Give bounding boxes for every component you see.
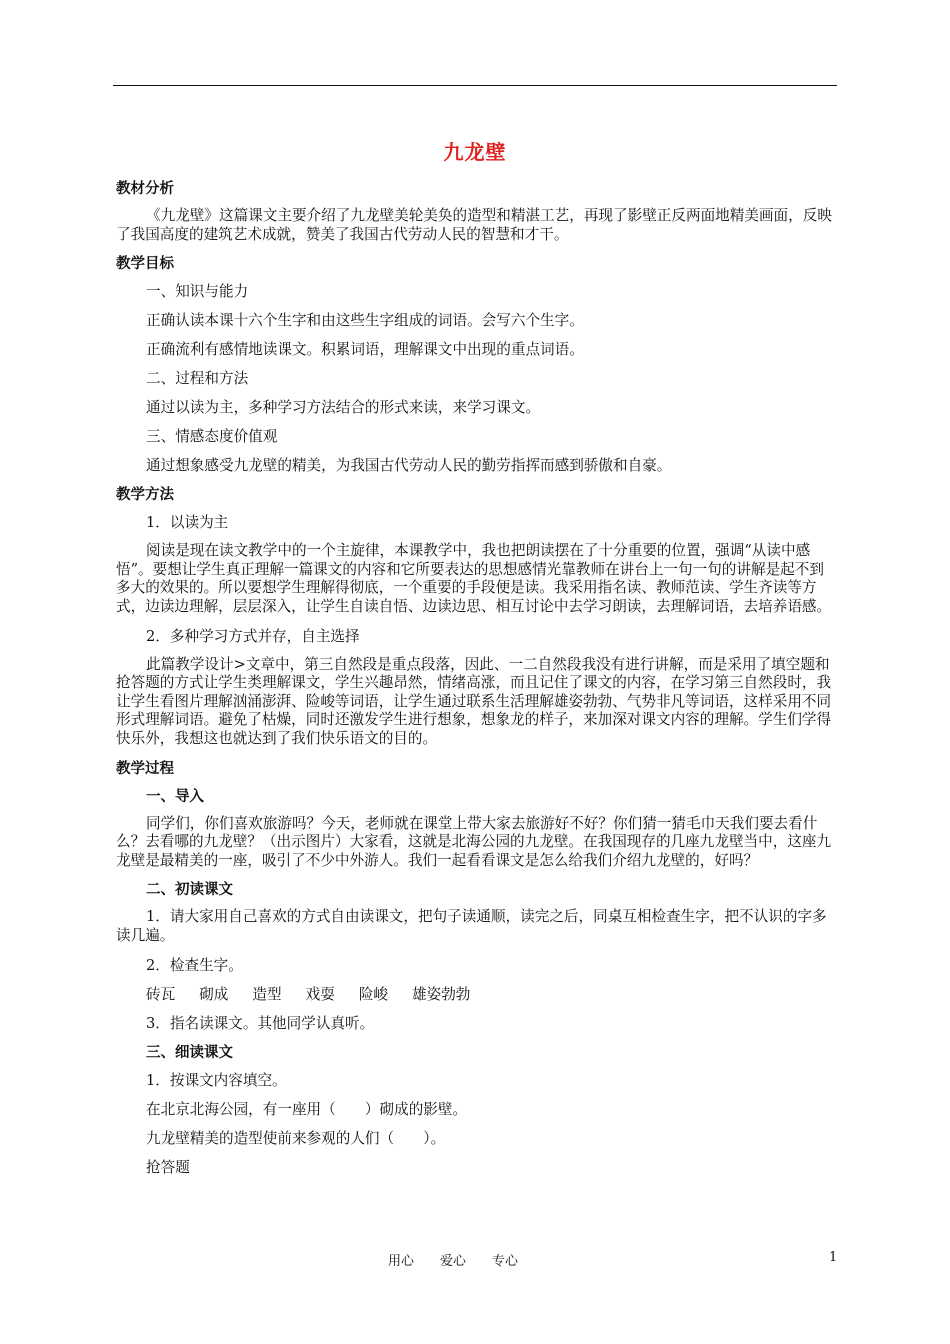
goal-line: 正确流利有感情地读课文。积累词语，理解课文中出现的重点词语。 [146,341,584,359]
method-item: 1．以读为主 [146,514,229,532]
paragraph-intro: 同学们，你们喜欢旅游吗？今天，老师就在课堂上带大家去旅游好不好？你们猜一猜毛巾天我们要去看什么？去看哪的九龙壁？（出示图片）大家看，这就是北海公园的九龙壁。在我国现存的几座九龙壁当中，这座九龙壁是最精美的一座，吸引了不少中外游人。我们一起看看课文是怎么给我们介绍九龙壁的，好吗？ [116,814,832,869]
goal-line: 通过想象感受九龙壁的精美，为我国古代劳动人民的勤劳指挥而感到骄傲和自豪。 [146,457,672,475]
detail-line: 在北京北海公园，有一座用（ ）砌成的影壁。 [146,1100,468,1118]
header-rule [113,85,837,86]
vocabulary-list [116,985,838,1005]
vocabulary-word: 戏耍 [305,985,335,1003]
document-body [116,170,838,1187]
detail-line: 1．按课文内容填空。 [146,1071,287,1089]
subheading-intro: 一、导入 [146,788,204,805]
method-item: 2．多种学习方式并存，自主选择 [146,627,360,645]
page-number: 1 [829,1250,838,1265]
goal-line: 三、情感态度价值观 [146,428,278,446]
document-title: 九龙壁 [443,140,507,164]
footer-mottos [388,1250,544,1269]
goal-line: 一、知识与能力 [146,283,249,301]
goal-line: 二、过程和方法 [146,370,249,388]
vocabulary-word: 险峻 [358,985,389,1003]
process-item: 3．指名读课文。其他同学认真听。 [146,1014,375,1032]
vocabulary-word: 雄姿勃勃 [412,985,471,1003]
paragraph-first-reading: 1．请大家用自己喜欢的方式自由读课文，把句子读通顺，读完之后，同桌互相检查生字，把不认识的字多读几遍。 [116,908,827,944]
subheading-detailed-reading: 三、细读课文 [146,1044,233,1061]
subheading-first-reading: 二、初读课文 [146,882,233,899]
paragraph-analysis: 《九龙壁》这篇课文主要介绍了九龙壁美轮美奂的造型和精湛工艺，再现了影壁正反两面地精美画面，反映了我国高度的建筑艺术成就，赞美了我国古代劳动人民的智慧和才干。 [116,207,832,243]
section-heading-process: 教学过程 [116,760,174,777]
section-heading-analysis: 教材分析 [116,181,174,197]
section-heading-methods: 教学方法 [116,487,174,504]
vocabulary-word: 造型 [252,985,282,1003]
vocabulary-word: 砖瓦 [146,985,176,1003]
goal-line: 正确认读本课十六个生字和由这些生字组成的词语。会写六个生字。 [146,312,584,330]
detail-line: 抢答题 [146,1158,190,1176]
process-item: 2．检查生字。 [146,956,243,974]
footer-motto: 爱心 [440,1254,467,1269]
paragraph-method-2: 此篇教学设计>文章中，第三自然段是重点段落，因此、一二自然段我没有进行讲解，而是采用了填空题和抢答题的方式让学生类理解课文，学生兴趣昂然，情绪高涨，而且记住了课文的内容，在学习第三自然段时，我让学生看图片理解汹涌澎湃、险峻等词语，让学生通过联系生活理解雄姿勃勃、气势非凡等词语，这样采用不同形式理解词语。避免了枯燥，同时还激发学生进行想象，想象龙的样子，来加深对课文内容的理解。学生们学得快乐外，我想这也就达到了我们快乐语文的目的。 [116,655,832,747]
footer-motto: 专心 [492,1254,519,1269]
vocabulary-word: 砌成 [199,985,229,1003]
section-heading-goals: 教学目标 [116,256,174,273]
footer-motto: 用心 [388,1254,415,1269]
detail-line: 九龙壁精美的造型使前来参观的人们（ ）。 [146,1129,446,1147]
paragraph-method-1: 阅读是现在读文教学中的一个主旋律，本课教学中，我也把朗读摆在了十分重要的位置，强调“从读中感悟”。要想让学生真正理解一篇课文的内容和它所要表达的思想感情光靠教师在讲台上一句一句的讲解是起不到多大的效果的。所以要想学生理解得彻底，一个重要的手段便是读。我采用指名读、教师范读、学生齐读等方式，边读边理解，层层深入，让学生自读自悟、边读边思、相互讨论中去学习朗读，去理解词语，去培养语感。 [116,542,832,615]
goal-line: 通过以读为主，多种学习方法结合的形式来读，来学习课文。 [146,399,541,417]
